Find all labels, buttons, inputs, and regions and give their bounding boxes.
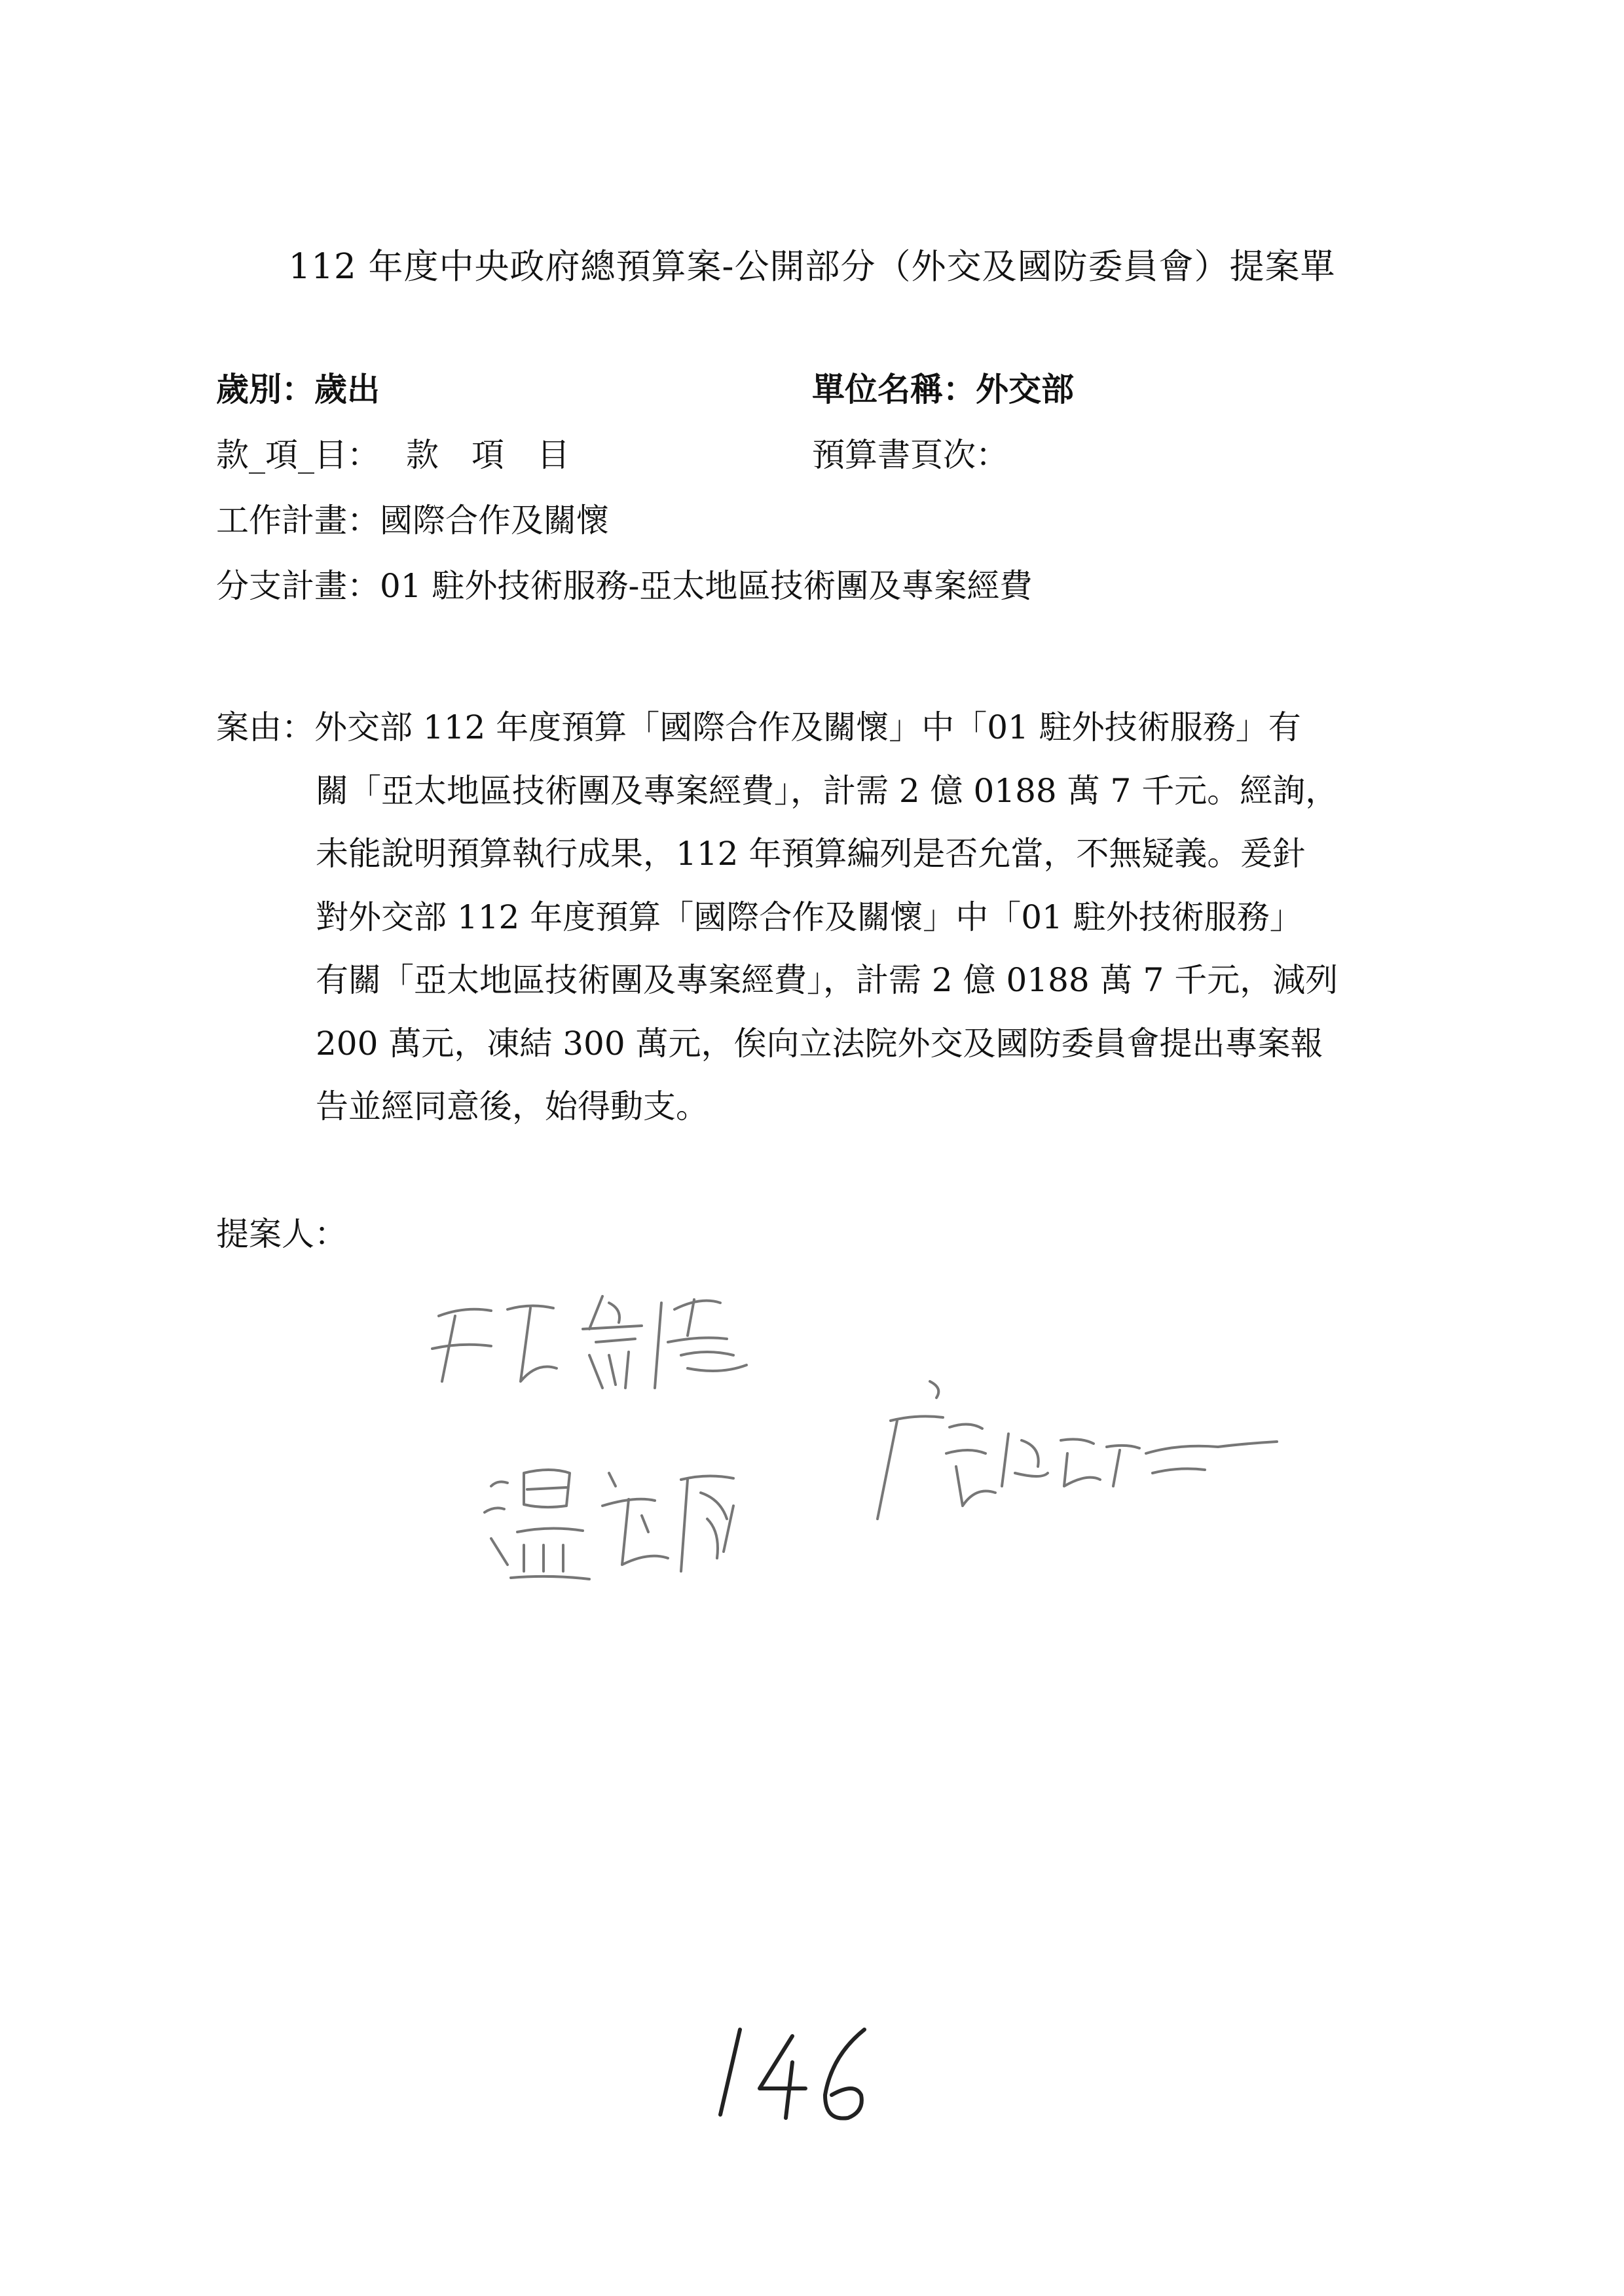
sub-plan-field — [216, 566, 1032, 606]
category-label: 歲別： — [216, 370, 314, 409]
proposer-label: 提案人： — [216, 1215, 347, 1253]
document-title: 112 年度中央政府總預算案-公開部分（外交及國防委員會）提案單 — [288, 247, 1336, 287]
case-line-4: 對外交部 112 年度預算「國際合作及關懷」中「01 駐外技術服務」 — [316, 898, 1302, 936]
case-line-3: 未能說明預算執行成果，112 年預算編列是否允當，不無疑義。爰針 — [316, 835, 1306, 873]
category-field — [216, 370, 380, 409]
work-plan-value: 國際合作及關懷 — [380, 501, 609, 539]
sub-plan-label: 分支計畫： — [216, 567, 380, 605]
handwritten-signature-2 — [485, 1470, 733, 1579]
handwritten-signature-3 — [877, 1381, 1277, 1519]
sub-plan-value: 01 駐外技術服務-亞太地區技術團及專案經費 — [380, 567, 1033, 605]
budget-page-label: 預算書頁次： — [812, 436, 1008, 474]
unit-label: 單位名稱： — [812, 370, 976, 409]
signatures-area — [393, 1257, 1375, 1663]
unit-value: 外交部 — [976, 370, 1074, 409]
work-plan-field — [216, 501, 609, 540]
case-label: 案由： — [216, 708, 314, 746]
page-number-drawing — [694, 2003, 904, 2134]
case-line-1 — [216, 696, 1454, 759]
handwritten-signature-1 — [432, 1296, 747, 1388]
case-description — [216, 696, 1454, 1139]
case-line-5: 有關「亞太地區技術團及專案經費」，計需 2 億 0188 萬 7 千元，減列 — [316, 961, 1338, 999]
work-plan-label: 工作計畫： — [216, 501, 380, 539]
case-line-2: 關「亞太地區技術團及專案經費」，計需 2 億 0188 萬 7 千元。經詢， — [316, 771, 1338, 810]
case-line-6: 200 萬元，凍結 300 萬元，俟向立法院外交及國防委員會提出專案報 — [316, 1024, 1323, 1063]
signatures-drawing — [393, 1257, 1375, 1663]
unit-field — [812, 370, 1074, 409]
case-line-7: 告並經同意後，始得動支。 — [316, 1087, 709, 1125]
handwritten-page-number — [694, 2003, 904, 2134]
item-label: 款_項_目： — [216, 436, 380, 474]
category-value: 歲出 — [314, 370, 380, 409]
item-value: 款 項 目 — [406, 436, 570, 474]
item-field — [216, 435, 570, 475]
case-text-1: 外交部 112 年度預算「國際合作及關懷」中「01 駐外技術服務」有 — [314, 708, 1301, 746]
budget-page-field — [812, 435, 1008, 475]
